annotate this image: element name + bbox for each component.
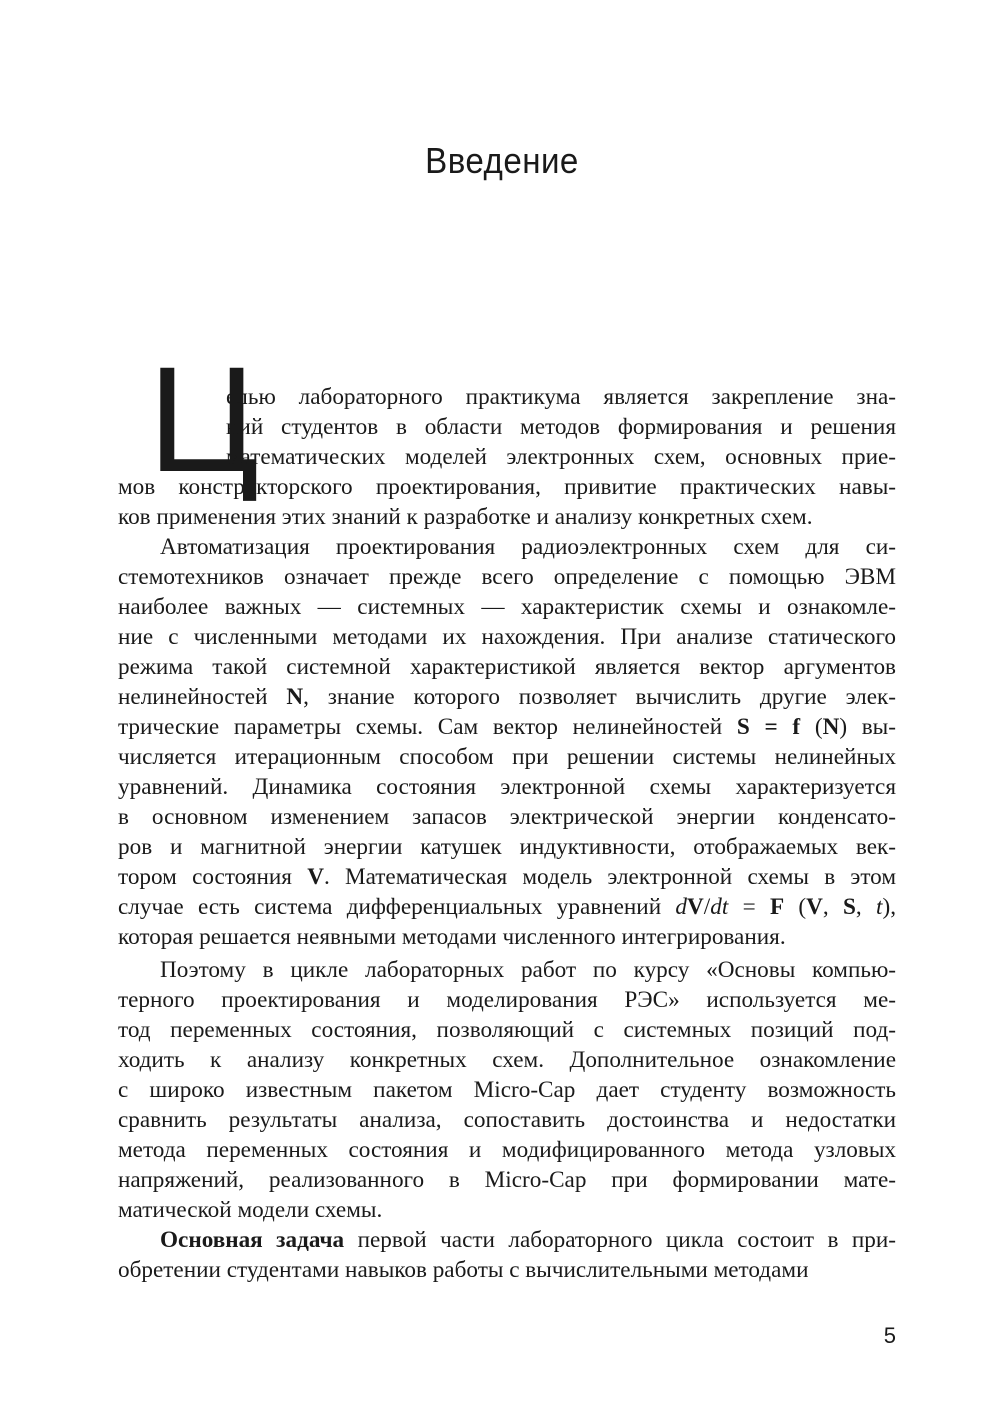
text-line: ков применения этих знаний к разработке и анализу конкретных схем. [118, 504, 813, 530]
text-line: случае есть система дифференциальных уравнений dV/dt = F (V, S, t), [118, 894, 897, 920]
drop-cap-letter: Ц [148, 335, 259, 503]
text-line: режима такой системной характеристикой является вектор аргументов [118, 654, 896, 680]
text-line: напряжений, реализованного в Micro-Cap при формировании мате- [118, 1167, 896, 1193]
text-line: ходить к анализу конкретных схем. Дополнительное ознакомление [118, 1047, 896, 1073]
text-line: елью лабораторного практикума является закрепление зна- [226, 384, 896, 410]
text-line: ний студентов в области методов формирования и решения [226, 414, 896, 440]
text-line: обретении студентами навыков работы с вычислительными методами [118, 1257, 809, 1283]
text-line: метода переменных состояния и модифицированного метода узловых [118, 1137, 896, 1163]
text-line: тором состояния V. Математическая модель электронной схемы в этом [118, 864, 896, 890]
text-line: Поэтому в цикле лабораторных работ по курсу «Основы компью- [160, 957, 896, 983]
text-line: тод переменных состояния, позволяющий с системных позиций под- [118, 1017, 896, 1043]
text-line: Основная задача первой части лабораторного цикла состоит в при- [160, 1227, 896, 1253]
text-line: стемотехников означает прежде всего определение с помощью ЭВМ [118, 564, 896, 590]
text-line: Автоматизация проектирования радиоэлектронных схем для си- [160, 534, 896, 560]
page-number: 5 [883, 1323, 896, 1348]
text-line: трические параметры схемы. Сам вектор нелинейностей S = f (N) вы- [118, 714, 896, 740]
text-line: в основном изменением запасов электрической энергии конденсато- [118, 804, 896, 830]
text-line: ров и магнитной энергии катушек индуктивности, отображаемых век- [118, 834, 896, 860]
chapter-title: Введение [425, 140, 579, 181]
text-line: которая решается неявными методами численного интегрирования. [118, 924, 786, 950]
text-line: математических моделей электронных схем, основных прие- [226, 444, 896, 470]
text-line: сравнить результаты анализа, сопоставить достоинства и недостатки [118, 1107, 896, 1133]
text-line: наиболее важных — системных — характеристик схемы и ознакомле- [118, 594, 896, 620]
text-line: терного проектирования и моделирования РЭС» используется ме- [118, 987, 896, 1013]
text-line: ние с численными методами их нахождения. При анализе статического [118, 624, 896, 650]
text-line: числяется итерационным способом при решении системы нелинейных [118, 744, 896, 770]
text-line: мов конструкторского проектирования, привитие практических навы- [118, 474, 896, 500]
text-line: нелинейностей N, знание которого позволяет вычислить другие элек- [118, 684, 897, 710]
text-line: уравнений. Динамика состояния электронной схемы характеризуется [118, 774, 896, 800]
text-line: с широко известным пакетом Micro-Cap дает студенту возможность [118, 1077, 896, 1103]
text-line: матической модели схемы. [118, 1197, 383, 1223]
